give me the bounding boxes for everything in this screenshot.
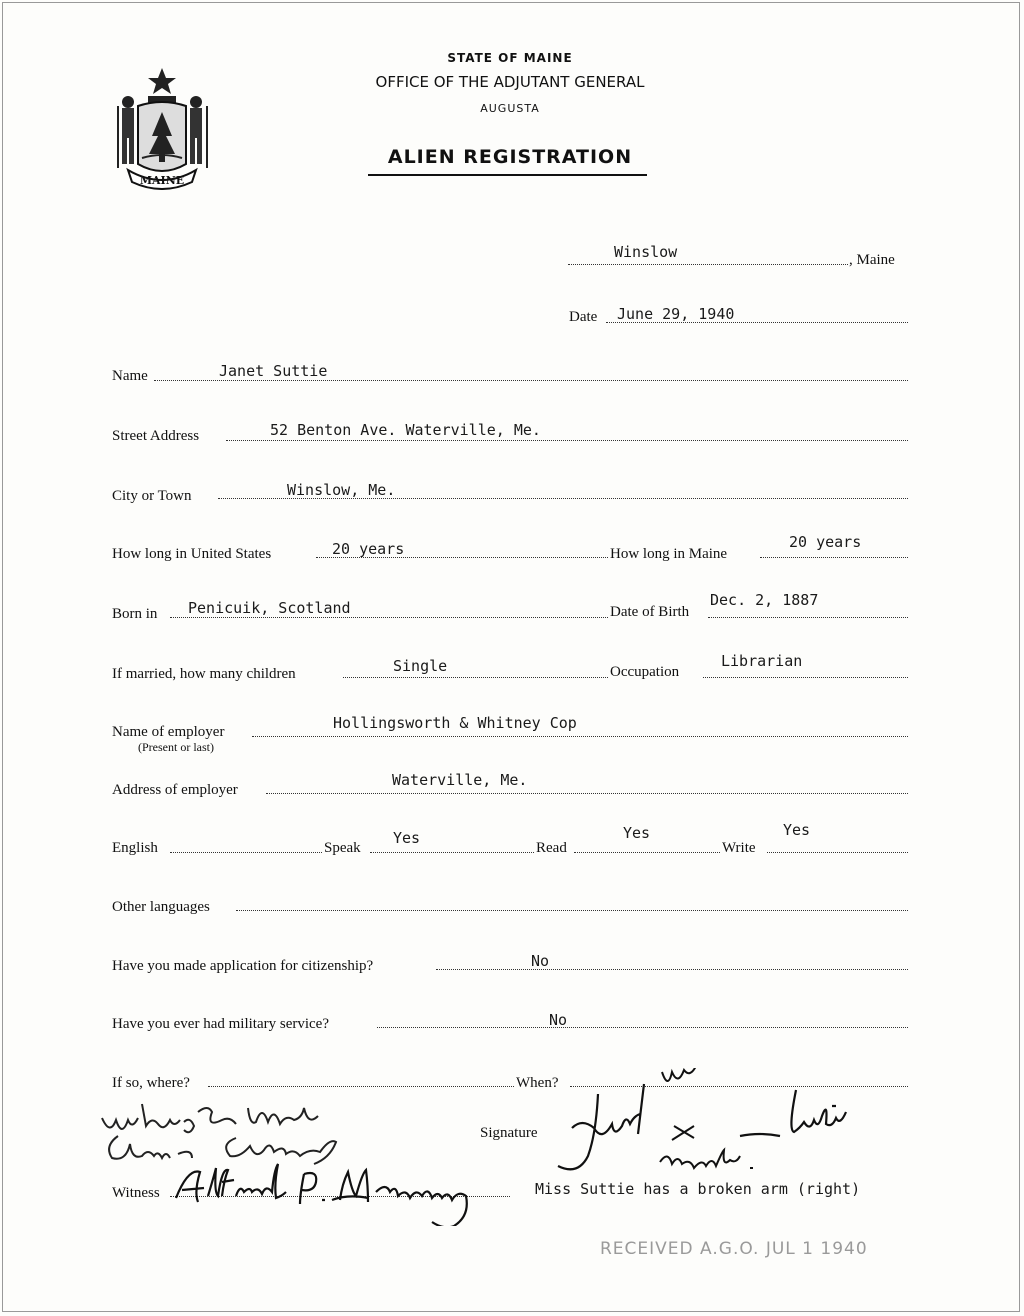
children-label: If married, how many children	[112, 666, 296, 682]
street-address-line	[226, 440, 908, 441]
header-office: OFFICE OF THE ADJUTANT GENERAL	[375, 73, 645, 91]
how-long-us-label: How long in United States	[112, 546, 272, 562]
received-stamp: RECEIVED A.G.O. JUL 1 1940	[600, 1239, 868, 1259]
date-of-birth-line	[708, 617, 908, 618]
handwritten-signature-icon	[534, 1068, 864, 1178]
how-long-us-value: 20 years	[332, 540, 405, 558]
other-languages-line	[236, 910, 908, 911]
state-label: , Maine	[849, 252, 895, 268]
handwritten-witness-mark-icon	[96, 1100, 386, 1166]
signature-label: Signature	[480, 1125, 538, 1141]
born-in-value: Penicuik, Scotland	[188, 599, 351, 617]
write-value: Yes	[783, 821, 811, 839]
citizenship-value: No	[531, 952, 550, 970]
english-line	[170, 852, 322, 853]
english-label: English	[112, 840, 158, 856]
employer-name-label: Name of employer	[112, 724, 225, 740]
note-broken-arm: Miss Suttie has a broken arm (right)	[535, 1180, 861, 1198]
how-long-maine-line	[760, 557, 908, 558]
speak-line	[370, 852, 534, 853]
when-label: When?	[516, 1075, 559, 1091]
write-label: Write	[722, 840, 756, 856]
date-label: Date	[569, 309, 598, 325]
citizenship-line	[436, 969, 908, 970]
date-of-birth-label: Date of Birth	[610, 604, 690, 620]
name-line	[154, 380, 908, 381]
write-line	[767, 852, 908, 853]
employer-name-value: Hollingsworth & Whitney Cop	[333, 714, 577, 732]
children-line	[343, 677, 608, 678]
name-label: Name	[112, 368, 148, 384]
witness-signature-icon	[172, 1160, 517, 1226]
employer-address-value: Waterville, Me.	[392, 771, 528, 789]
how-long-maine-value: 20 years	[789, 533, 862, 551]
header-state: STATE OF MAINE	[447, 51, 573, 65]
military-label: Have you ever had military service?	[112, 1016, 329, 1032]
citizenship-label: Have you made application for citizenship?	[112, 958, 374, 974]
children-value: Single	[393, 657, 448, 675]
read-label: Read	[536, 840, 567, 856]
speak-value: Yes	[393, 829, 421, 847]
name-value: Janet Suttie	[219, 362, 328, 380]
military-value: No	[549, 1011, 568, 1029]
military-line	[377, 1027, 908, 1028]
svg-text:MAINE: MAINE	[139, 174, 185, 187]
occupation-line	[703, 677, 908, 678]
employer-name-sublabel: (Present or last)	[138, 740, 214, 754]
born-in-line	[170, 617, 608, 618]
city-value: Winslow, Me.	[287, 481, 396, 499]
header-city: AUGUSTA	[480, 102, 540, 115]
town-value: Winslow	[614, 243, 678, 261]
witness-label: Witness	[112, 1185, 160, 1201]
born-in-label: Born in	[112, 606, 158, 622]
other-languages-label: Other languages	[112, 899, 210, 915]
if-so-where-line	[208, 1086, 514, 1087]
employer-address-label: Address of employer	[112, 782, 238, 798]
speak-label: Speak	[324, 840, 361, 856]
title-underline	[368, 174, 647, 176]
date-value: June 29, 1940	[617, 305, 735, 323]
employer-name-line	[252, 736, 908, 737]
occupation-label: Occupation	[610, 664, 680, 680]
employer-address-line	[266, 793, 908, 794]
how-long-maine-label: How long in Maine	[610, 546, 728, 562]
occupation-value: Librarian	[721, 652, 803, 670]
street-address-label: Street Address	[112, 428, 200, 444]
city-label: City or Town	[112, 488, 192, 504]
street-address-value: 52 Benton Ave. Waterville, Me.	[270, 421, 541, 439]
read-line	[574, 852, 720, 853]
date-of-birth-value: Dec. 2, 1887	[710, 591, 819, 609]
state-seal-icon	[108, 66, 216, 190]
town-line	[568, 264, 848, 265]
read-value: Yes	[623, 824, 651, 842]
if-so-where-label: If so, where?	[112, 1075, 190, 1091]
form-title: ALIEN REGISTRATION	[387, 146, 633, 168]
